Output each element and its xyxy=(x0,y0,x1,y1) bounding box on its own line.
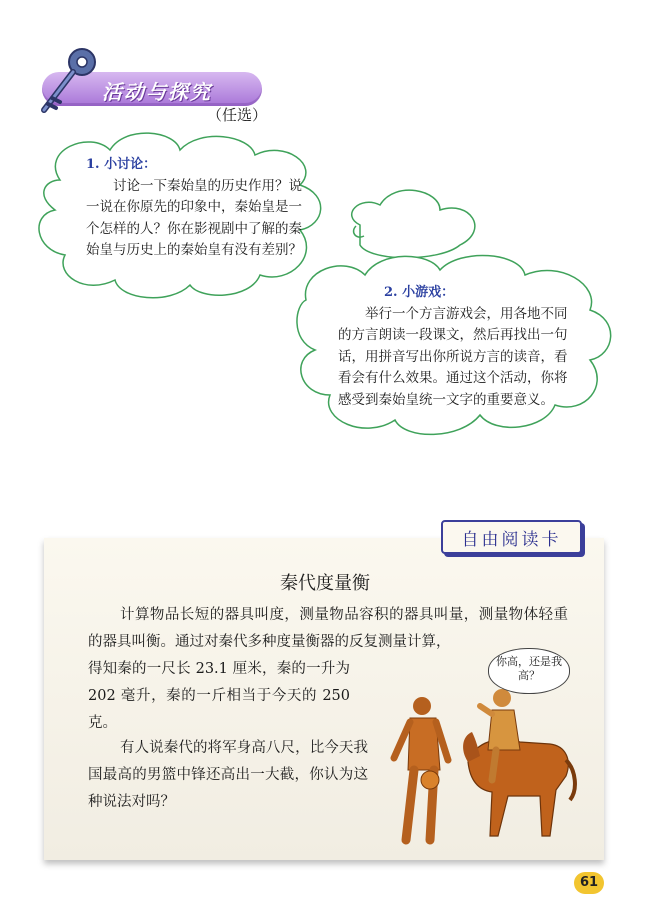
page-number: 61 xyxy=(574,872,604,894)
reading-card-tab-label: 自由阅读卡 xyxy=(461,530,562,550)
optional-label: （任选） xyxy=(207,106,268,124)
discussion-cloud xyxy=(86,154,304,262)
illustration-player-and-rider xyxy=(380,640,590,855)
discussion-heading: 1. 小讨论： xyxy=(86,157,157,172)
reading-title: 秦代度量衡 xyxy=(280,573,370,594)
speech-bubble-text: 你高，还是我高？ xyxy=(496,655,562,682)
paragraph-1-top: 计算物品长短的器具叫度，测量物品容积的器具叫量，测量物体轻重的器具叫衡。通过对秦代多种度量衡器的反复测量计算， xyxy=(88,607,568,650)
paragraph-1-bottom: 得知秦的一尺长 23.1 厘米，秦的一升为 202 毫升，秦的一斤相当于今天的 250 克。 xyxy=(88,661,350,731)
banner-title: 活动与探究 xyxy=(102,80,212,104)
speech-bubble xyxy=(488,648,570,694)
game-body: 举行一个方言游戏会，用各地不同的方言朗读一段课文，然后再找出一句话，用拼音写出你所说方言的读音，看看会有什么效果。通过这个活动，你将感受到秦始皇统一文字的重要意义。 xyxy=(338,305,568,408)
game-heading: 2. 小游戏： xyxy=(384,285,455,300)
paragraph-2: 有人说秦代的将军身高八尺，比今天我国最高的男篮中锋还高出一大截，你认为这种说法对吗？ xyxy=(88,740,368,810)
reading-card-tab xyxy=(441,520,582,554)
discussion-body: 讨论一下秦始皇的历史作用？说一说在你原先的印象中，秦始皇是一个怎样的人？你在影视剧中了解的秦始皇与历史上的秦始皇有没有差别？ xyxy=(86,177,302,258)
game-cloud xyxy=(338,282,576,411)
